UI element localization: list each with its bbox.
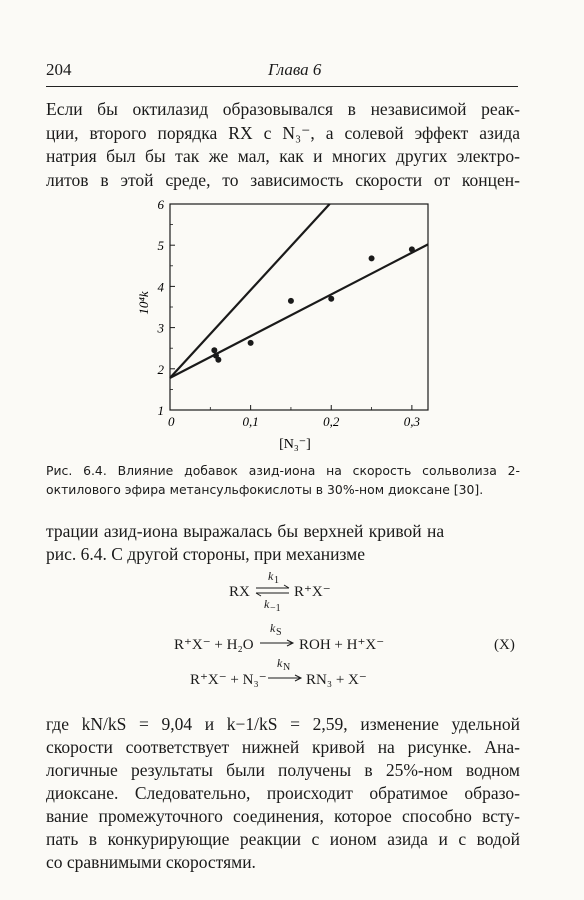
- figure-caption: Рис. 6.4. Влияние добавок азид-иона на скорость сольволиза 2-октилового эфира метансульфокислоты в 30%-ном диоксане [30].: [46, 463, 520, 497]
- axis-ticks: [157, 183, 421, 429]
- equation-label: (X): [494, 637, 515, 653]
- y-tick-label: 3: [157, 320, 164, 336]
- eq3-k: k: [277, 656, 283, 670]
- x-tick-label: 0,2: [323, 414, 340, 429]
- eq3-k-sub: N: [283, 662, 291, 673]
- paragraph-2-line-2: рис. 6.4. С другой стороны, при механизме: [46, 544, 366, 564]
- eq1-k-back: k: [264, 597, 270, 611]
- eq3-right: RN₃ + X⁻: [306, 672, 367, 688]
- paragraph-3-line-6: пать в конкурирующие реакции с ионом азида и с водой: [46, 829, 520, 849]
- data-point: [211, 347, 217, 353]
- paragraph-1-line-1: Если бы октилазид образовывался в независимой реак-: [46, 99, 520, 119]
- paragraph-3-line-2: скорости соответствует нижней кривой на рисунке. Ана-: [46, 737, 520, 757]
- paragraph-3-line-1: где kN/kS = 9,04 и k−1/kS = 2,59, изменение удельной: [46, 714, 520, 734]
- y-tick-label: 5: [157, 238, 164, 254]
- figure-chart: [136, 192, 450, 454]
- paragraph-3-line-7: со сравнимыми скоростями.: [46, 852, 256, 872]
- eq2-k-sub: S: [276, 627, 282, 638]
- eq1-k-forward: k: [268, 569, 274, 583]
- eq1-right: R⁺X⁻: [294, 584, 331, 600]
- eq2-k: k: [270, 621, 276, 635]
- trend-lines: [170, 204, 428, 378]
- x-tick-label: 0,3: [403, 414, 420, 429]
- lower-line: [170, 244, 428, 377]
- x-axis-label: [N₃⁻]: [279, 437, 311, 452]
- y-tick-label: 1: [157, 403, 164, 418]
- data-point: [248, 340, 254, 346]
- y-tick-label: 4: [157, 279, 164, 295]
- y-tick-label: 2: [157, 361, 164, 377]
- eq1-k-forward-sub: 1: [274, 575, 279, 586]
- plot-frame: [170, 204, 428, 410]
- data-point: [409, 246, 415, 252]
- data-point: [288, 298, 294, 304]
- page-number: 204: [46, 60, 72, 79]
- paragraph-1-line-4: литов в этой среде, то зависимость скорости от концен-: [46, 169, 520, 190]
- paragraph-3-line-4: диоксане. Следовательно, происходит обратимое образо-: [46, 783, 520, 803]
- eq3-left: R⁺X⁻ + N₃⁻: [190, 672, 267, 688]
- eq2-right: ROH + H⁺X⁻: [299, 637, 385, 653]
- paragraph-2: [46, 520, 520, 566]
- reaction-scheme: [46, 566, 520, 696]
- eq1-k-back-sub: −1: [270, 603, 281, 614]
- eq1-left: RX: [229, 584, 250, 600]
- paragraph-3-line-5: вание промежуточного соединения, которое способно всту-: [46, 806, 520, 826]
- data-point: [215, 357, 221, 363]
- x-tick-label: 0: [168, 414, 175, 429]
- y-axis-label: 10⁴k: [136, 291, 151, 315]
- chapter-title: Глава 6: [268, 60, 322, 79]
- paragraph-3-line-3: логичные результаты были получены в 25%-ном водном: [46, 760, 520, 780]
- header-rule: [46, 86, 518, 87]
- y-tick-label: 6: [157, 197, 164, 212]
- data-point: [328, 296, 334, 302]
- upper-line: [170, 204, 330, 378]
- x-tick-label: 0,1: [242, 414, 259, 429]
- data-point: [369, 255, 375, 261]
- paragraph-1-line-3: натрия был бы так же мал, как и многих других электро-: [46, 146, 520, 166]
- paragraph-3: [46, 713, 520, 874]
- paragraph-1-line-2: ции, второго порядка RX с N₃⁻, а солевой эффект азида: [46, 122, 520, 143]
- paragraph-1: [46, 98, 520, 192]
- paragraph-2-line-1: трации азид-иона выражалась бы верхней кривой на: [46, 521, 445, 541]
- eq2-left: R⁺X⁻ + H₂O: [174, 637, 254, 653]
